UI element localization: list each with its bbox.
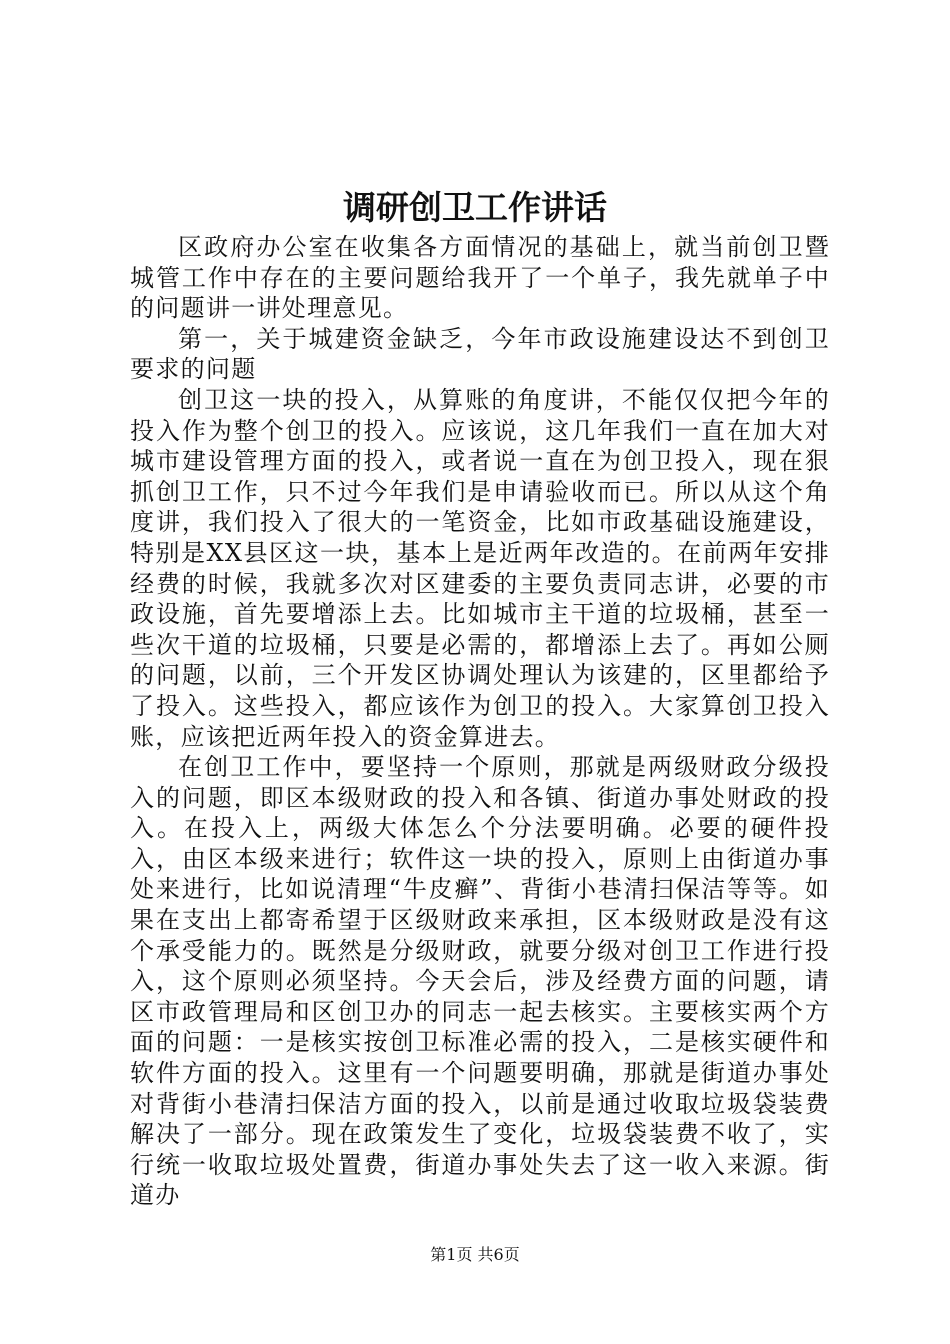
document-title: 调研创卫工作讲话 [343, 188, 607, 227]
page-number: 第1页 共6页 [430, 1245, 520, 1264]
paragraph-intro: 区政府办公室在收集各方面情况的基础上，就当前创卫暨城管工作中存在的主要问题给我开了一个单子，我先就单子中的问题讲一讲处理意见。 [130, 233, 830, 323]
paragraph-principle: 在创卫工作中，要坚持一个原则，那就是两级财政分级投入的问题，即区本级财政的投入和各镇、街道办事处财政的投入。在投入上，两级大体怎么个分法要明确。必要的硬件投入，由区本级来进行；软件这一块的投入，原则上由街道办事处来进行，比如说清理“牛皮癣”、背街小巷清扫保洁等等。如果在支出上都寄希望于区级财政来承担，区本级财政是没有这个承受能力的。既然是分级财政，就要分级对创卫工作进行投入，这个原则必须坚持。今天会后，涉及经费方面的问题，请区市政管理局和区创卫办的同志一起去核实。主要核实两个方面的问题：一是核实按创卫标准必需的投入，二是核实硬件和软件方面的投入。这里有一个问题要明确，那就是街道办事处对背街小巷清扫保洁方面的投入，以前是通过收取垃圾袋装费解决了一部分。现在政策发生了变化，垃圾袋装费不收了，实行统一收取垃圾处置费，街道办事处失去了这一收入来源。街道办 [130, 753, 830, 1210]
document-body [130, 232, 830, 1211]
paragraph-investment: 创卫这一块的投入，从算账的角度讲，不能仅仅把今年的投入作为整个创卫的投入。应该说，这几年我们一直在加大对城市建设管理方面的投入，或者说一直在为创卫投入，现在狠抓创卫工作，只不过今年我们是申请验收而已。所以从这个角度讲，我们投入了很大的一笔资金，比如市政基础设施建设，特别是XX县区这一块，基本上是近两年改造的。在前两年安排经费的时候，我就多次对区建委的主要负责同志讲，必要的市政设施，首先要增添上去。比如城市主干道的垃圾桶，甚至一些次干道的垃圾桶，只要是必需的，都增添上去了。再如公厕的问题，以前，三个开发区协调处理认为该建的，区里都给予了投入。这些投入，都应该作为创卫的投入。大家算创卫投入账，应该把近两年投入的资金算进去。 [130, 385, 830, 751]
paragraph-section-heading: 第一，关于城建资金缺乏，今年市政设施建设达不到创卫要求的问题 [130, 324, 830, 384]
